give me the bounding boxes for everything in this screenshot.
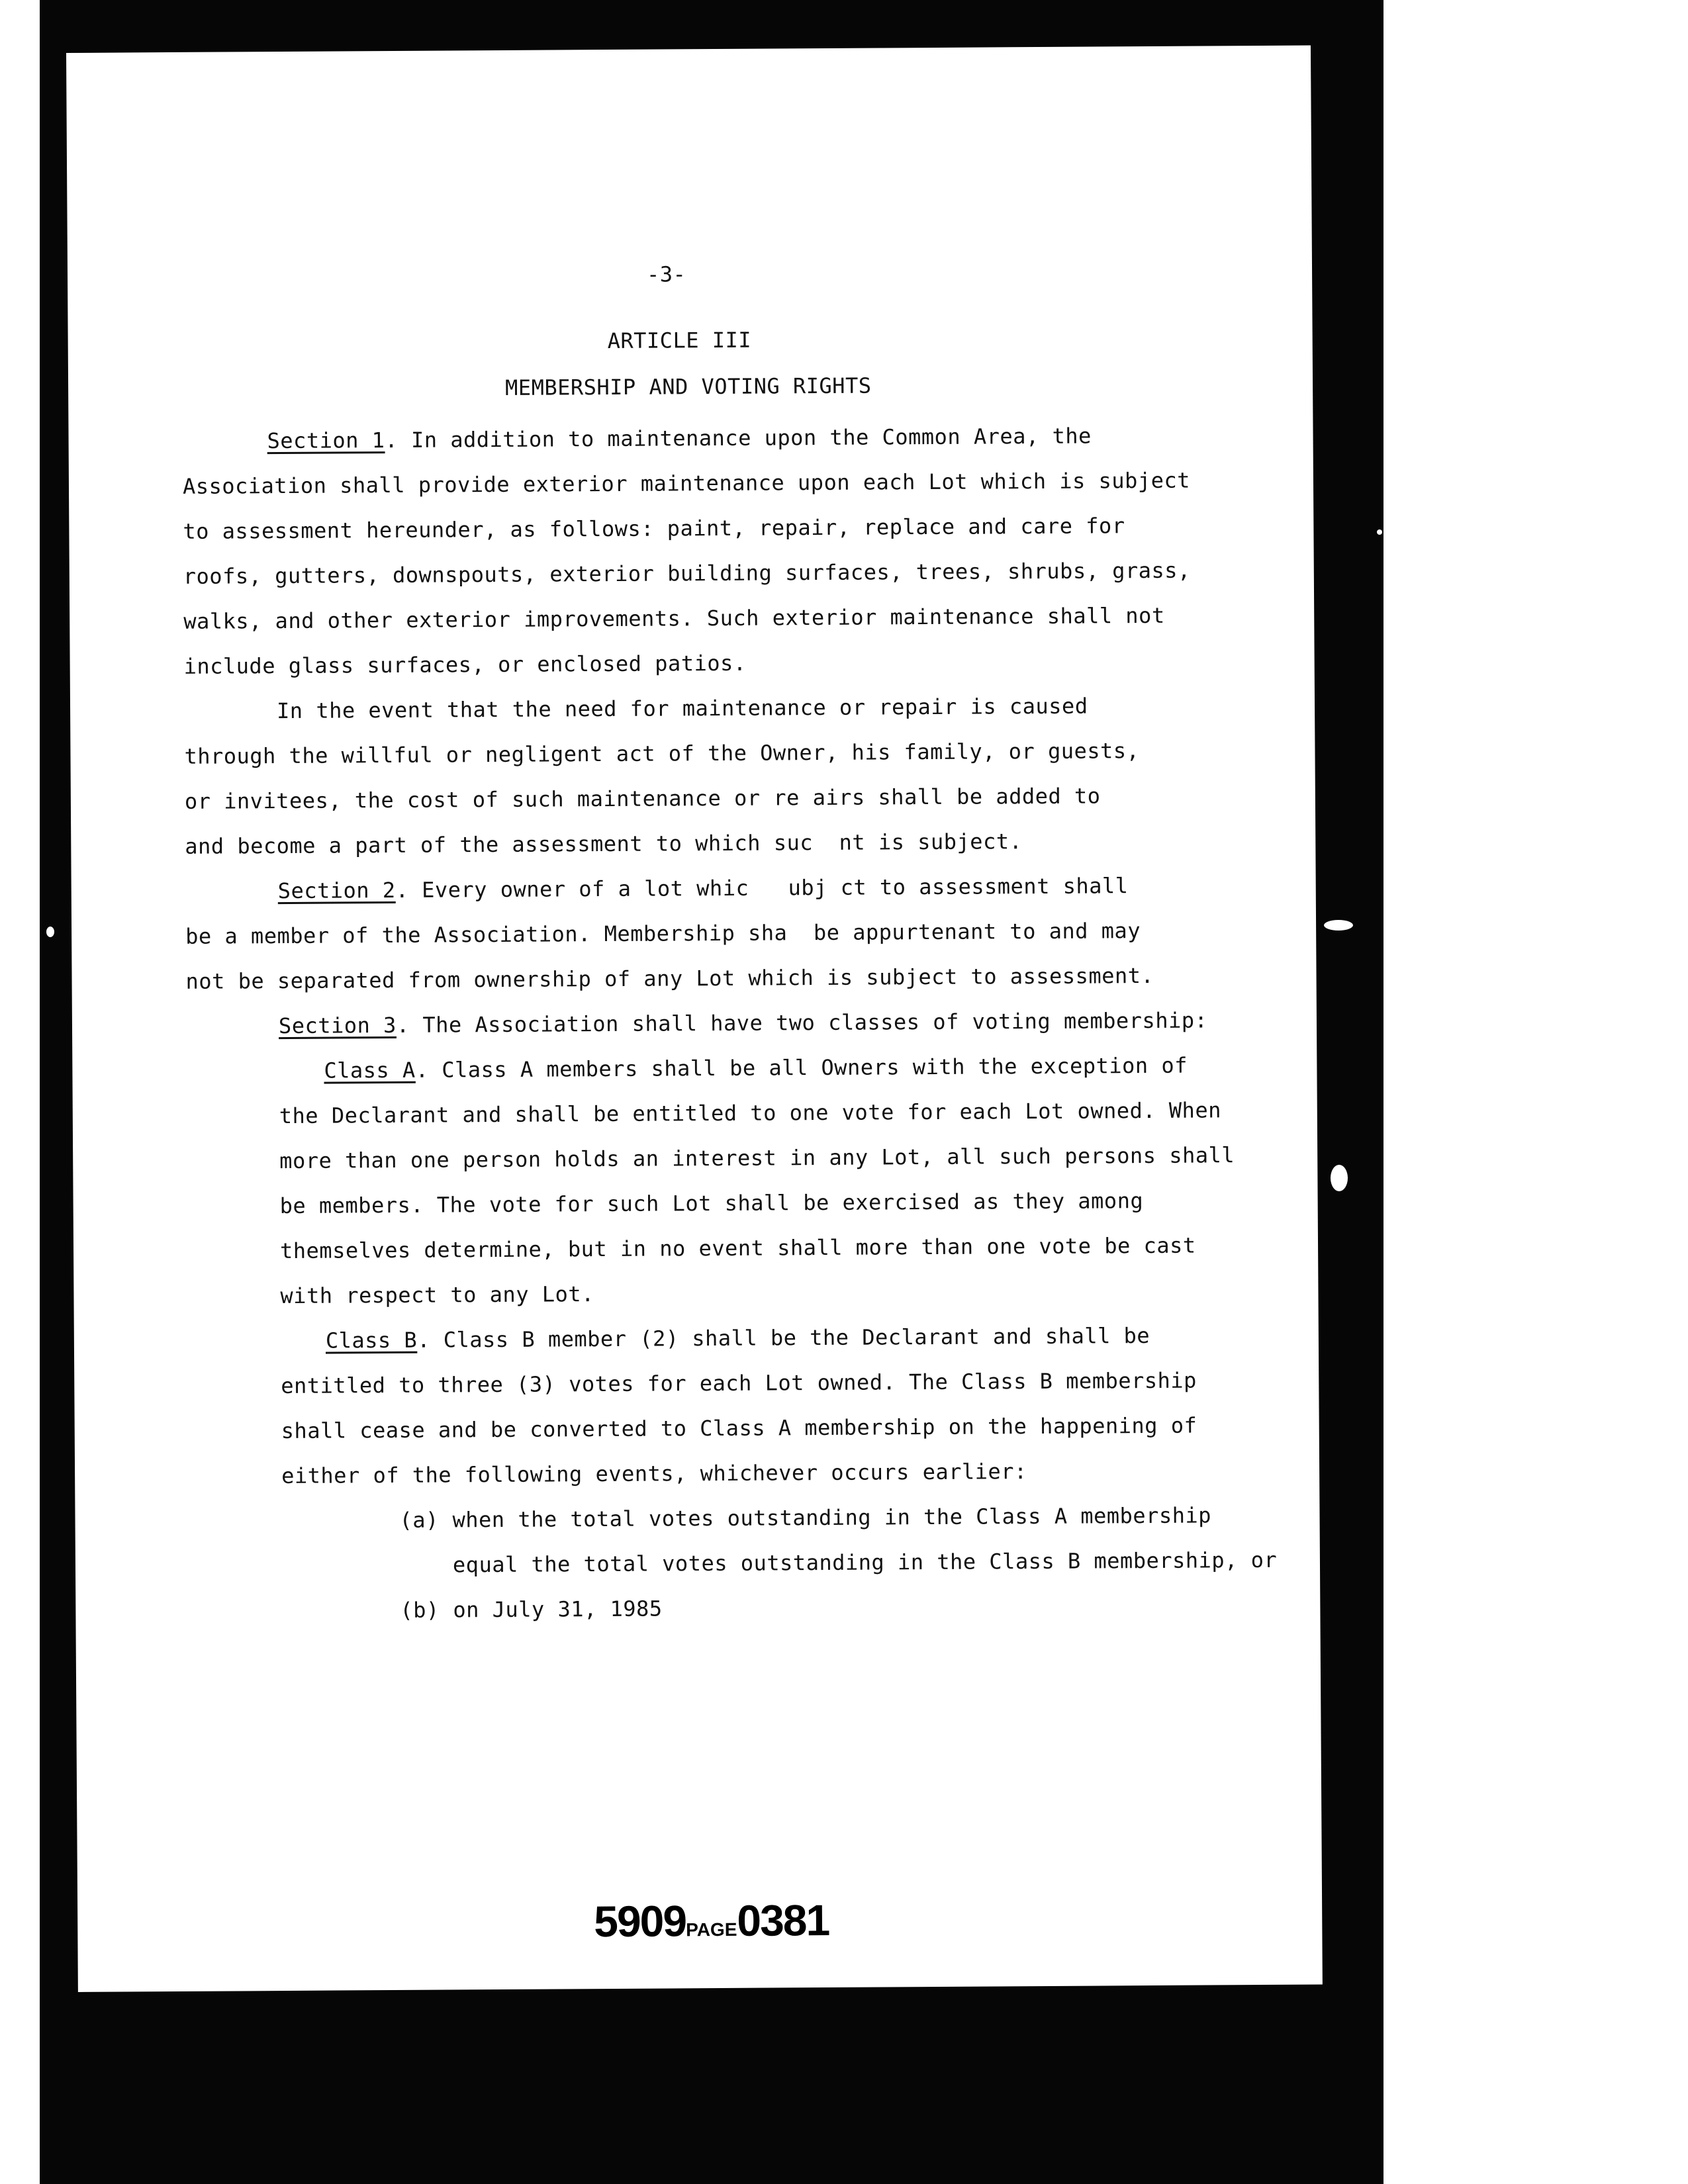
scan-speck xyxy=(1331,1165,1348,1191)
stamp-page-number: 0381 xyxy=(737,1895,829,1945)
class-a-line-2: more than one person holds an interest in any Lot, all such persons shall xyxy=(279,1142,1235,1174)
section-1-para2-line-2: or invitees, the cost of such maintenance or re airs shall be added to xyxy=(184,783,1101,814)
scan-speck xyxy=(1377,529,1382,535)
section-1-para2-line-3: and become a part of the assessment to which suc nt is subject. xyxy=(185,829,1023,859)
section-1-line-4: walks, and other exterior improvements. Such exterior maintenance shall not xyxy=(183,602,1165,634)
class-b-line-2: shall cease and be converted to Class A membership on the happening of xyxy=(281,1412,1197,1444)
section-2-line-1: be a member of the Association. Membership sha be appurtenant to and may xyxy=(185,918,1141,949)
section-1-line-0: . In addition to maintenance upon the Common Area, the xyxy=(385,423,1092,453)
item-a-marker: (a) xyxy=(399,1507,439,1533)
item-a-line-1: equal the total votes outstanding in the Class B membership, or xyxy=(452,1547,1278,1578)
class-b-line-0: . Class B member (2) shall be the Declarant and shall be xyxy=(417,1323,1150,1353)
article-heading: ARTICLE III xyxy=(607,327,752,354)
scan-speck xyxy=(1324,920,1353,931)
class-a-line-1: the Declarant and shall be entitled to one vote for each Lot owned. When xyxy=(279,1097,1222,1129)
book-page-stamp xyxy=(594,1895,829,1946)
section-1-line-2: to assessment hereunder, as follows: paint, repair, replace and care for xyxy=(183,513,1125,544)
section-1-line-1: Association shall provide exterior maintenance upon each Lot which is subject xyxy=(182,467,1191,499)
section-2-line-2: not be separated from ownership of any Lot which is subject to assessment. xyxy=(185,962,1154,994)
section-1-line-3: roofs, gutters, downspouts, exterior building surfaces, trees, shrubs, grass, xyxy=(183,557,1191,589)
section-1-para2-line-0: In the event that the need for maintenance or repair is caused xyxy=(276,693,1088,724)
article-title: MEMBERSHIP AND VOTING RIGHTS xyxy=(504,373,872,400)
section-1-para2-line-1: through the willful or negligent act of the Owner, his family, or guests, xyxy=(184,738,1140,769)
class-a-first-line xyxy=(324,1052,1188,1084)
class-a-label: Class A xyxy=(324,1057,416,1083)
stamp-page-word: PAGE xyxy=(686,1919,737,1940)
class-b-line-3: either of the following events, whichever occurs earlier: xyxy=(281,1459,1027,1489)
section-3-label: Section 3 xyxy=(278,1012,397,1039)
section-1-first-line xyxy=(267,423,1091,455)
page-number: -3- xyxy=(646,261,686,287)
section-3-first-line xyxy=(279,1007,1208,1039)
item-b-line-0: on July 31, 1985 xyxy=(453,1596,663,1623)
stamp-book-number: 5909 xyxy=(594,1896,686,1946)
section-1-label: Section 1 xyxy=(267,428,385,454)
class-a-line-0: . Class A members shall be all Owners with the exception of xyxy=(415,1052,1188,1083)
class-a-line-5: with respect to any Lot. xyxy=(280,1281,594,1309)
section-2-first-line xyxy=(278,872,1129,904)
class-b-label: Class B xyxy=(325,1327,418,1353)
section-1-line-5: include glass surfaces, or enclosed patios. xyxy=(183,650,747,679)
class-a-line-3: be members. The vote for such Lot shall be exercised as they among xyxy=(279,1188,1144,1219)
section-2-label: Section 2 xyxy=(277,877,396,904)
item-a-line-0: when the total votes outstanding in the Class A membership xyxy=(452,1502,1212,1533)
scan-speck xyxy=(46,927,54,937)
section-3-line-0: . The Association shall have two classes of voting membership: xyxy=(396,1007,1208,1038)
item-b-marker: (b) xyxy=(400,1597,440,1623)
document-page xyxy=(66,46,1323,1992)
class-b-first-line xyxy=(326,1322,1150,1354)
section-2-line-0: . Every owner of a lot whic ubj ct to assessment shall xyxy=(395,873,1129,903)
class-a-line-4: themselves determine, but in no event shall more than one vote be cast xyxy=(279,1232,1196,1264)
class-b-line-1: entitled to three (3) votes for each Lot owned. The Class B membership xyxy=(281,1367,1197,1399)
